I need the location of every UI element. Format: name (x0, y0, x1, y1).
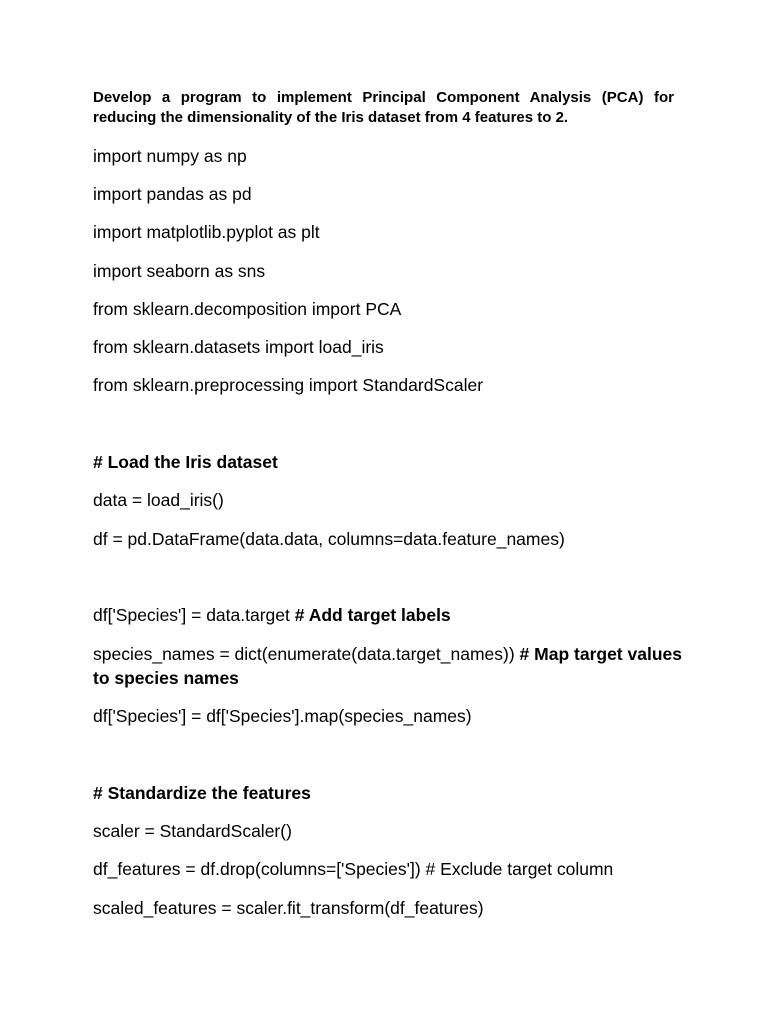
code-line-species-names (93, 642, 683, 690)
task-heading: Develop a program to implement Principal Component Analysis (PCA) for reducing the dimensionality of the Iris dataset from 4 features to 2. (93, 89, 674, 126)
code-line-import-standard-scaler: from sklearn.preprocessing import StandardScaler (93, 375, 484, 395)
code-line-load-data: data = load_iris() (93, 490, 224, 510)
code-line-import-matplotlib: import matplotlib.pyplot as plt (93, 222, 320, 242)
code-line-import-seaborn: import seaborn as sns (93, 261, 266, 281)
code-line-species-target (93, 603, 451, 627)
code-line-scaler: scaler = StandardScaler() (93, 821, 292, 841)
inline-comment: # Add target labels (294, 605, 451, 625)
code-text: df['Species'] = data.target (93, 605, 295, 625)
code-line-import-load-iris: from sklearn.datasets import load_iris (93, 337, 384, 357)
code-line-species-map: df['Species'] = df['Species'].map(species_names) (93, 706, 472, 726)
code-line-df-features: df_features = df.drop(columns=['Species']) # Exclude target column (93, 859, 614, 879)
comment-load-iris: # Load the Iris dataset (93, 452, 278, 472)
comment-standardize: # Standardize the features (93, 783, 311, 803)
inline-comment: # Map target values to species names (93, 644, 682, 688)
code-line-dataframe: df = pd.DataFrame(data.data, columns=data.feature_names) (93, 529, 565, 549)
code-line-scaled-features: scaled_features = scaler.fit_transform(df_features) (93, 898, 484, 918)
code-line-import-pca: from sklearn.decomposition import PCA (93, 299, 402, 319)
code-text: species_names = dict(enumerate(data.target_names)) (93, 644, 520, 664)
code-line-import-numpy: import numpy as np (93, 146, 247, 166)
code-line-import-pandas: import pandas as pd (93, 184, 252, 204)
